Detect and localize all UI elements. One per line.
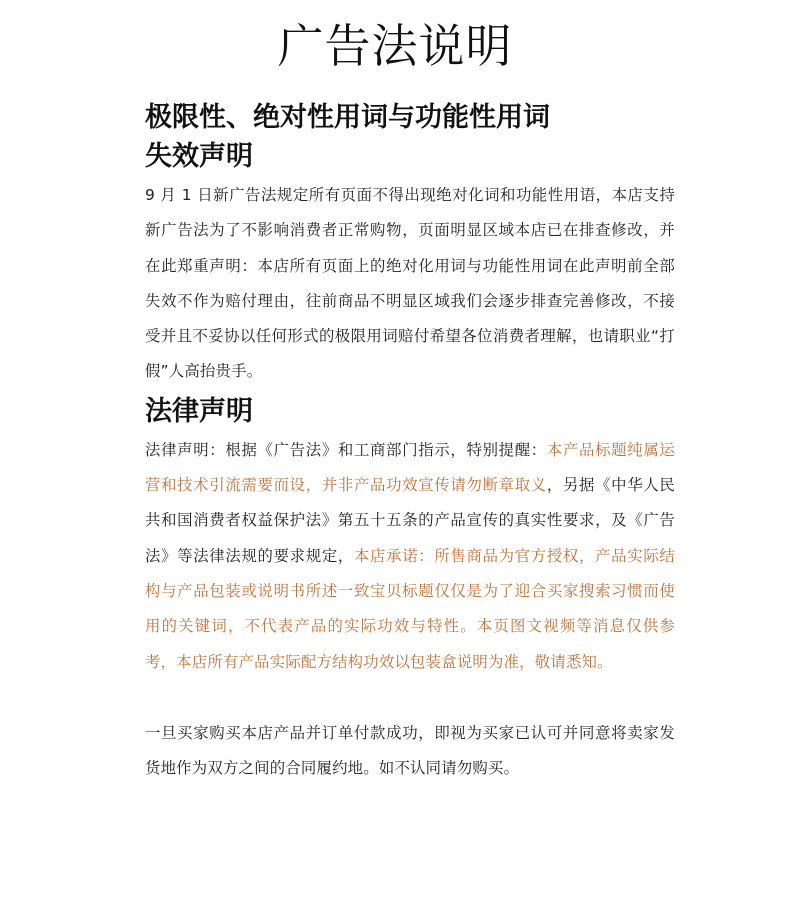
section2-text-part1: 法律声明：根据《广告法》和工商部门指示，特别提醒： bbox=[145, 440, 547, 459]
section-spacer bbox=[145, 680, 675, 716]
section2-heading: 法律声明 bbox=[145, 395, 253, 427]
section2-highlight-part4: 本店承诺：所售商品为官方授权，产品实际结构与产品包装或说明书所述一致宝贝标题仅仅是为了迎合买家搜索习惯而使用的关键词，不代表产品的实际功效与特性。本页图文视频等消息仅供参考，本店所有产品实际配方结构功效以包装盒说明为准，敬请悉知。 bbox=[145, 546, 675, 671]
section2-highlight-part2: 本产品标题纯属运营和技术引流需要而设，并非产品功效宣传请勿断章取义 bbox=[145, 440, 675, 495]
section1-heading-line1: 极限性、绝对性用词与功能性用词 bbox=[145, 102, 550, 133]
section1-heading-line2: 失效声明 bbox=[145, 141, 253, 172]
section2-text-part3: ，另据《中华人民共和国消费者权益保护法》第五十五条的产品宣传的真实性要求，及《广告法》等法律法规的要求规定， bbox=[145, 476, 675, 565]
page-title: 广告法说明 bbox=[277, 19, 513, 73]
content-column bbox=[145, 98, 675, 786]
closing-statement: 一旦买家购买本店产品并订单付款成功，即视为买家已认可并同意将卖家发货地作为双方之间的合同履约地。如不认同请勿购买。 bbox=[145, 723, 675, 778]
section1-body: 9 月 1 日新广告法规定所有页面不得出现绝对化词和功能性用语，本店支持新广告法为了不影响消费者正常购物，页面明显区域本店已在排查修改，并在此郑重声明：本店所有页面上的绝对化用词与功能性用词在此声明前全部失效不作为赔付理由，往前商品不明显区域我们会逐步排查完善修改，不接受并且不妥协以任何形式的极限用词赔付希望各位消费者理解，也请职业“打假”人高抬贵手。 bbox=[145, 186, 675, 381]
section2-body bbox=[145, 433, 675, 680]
